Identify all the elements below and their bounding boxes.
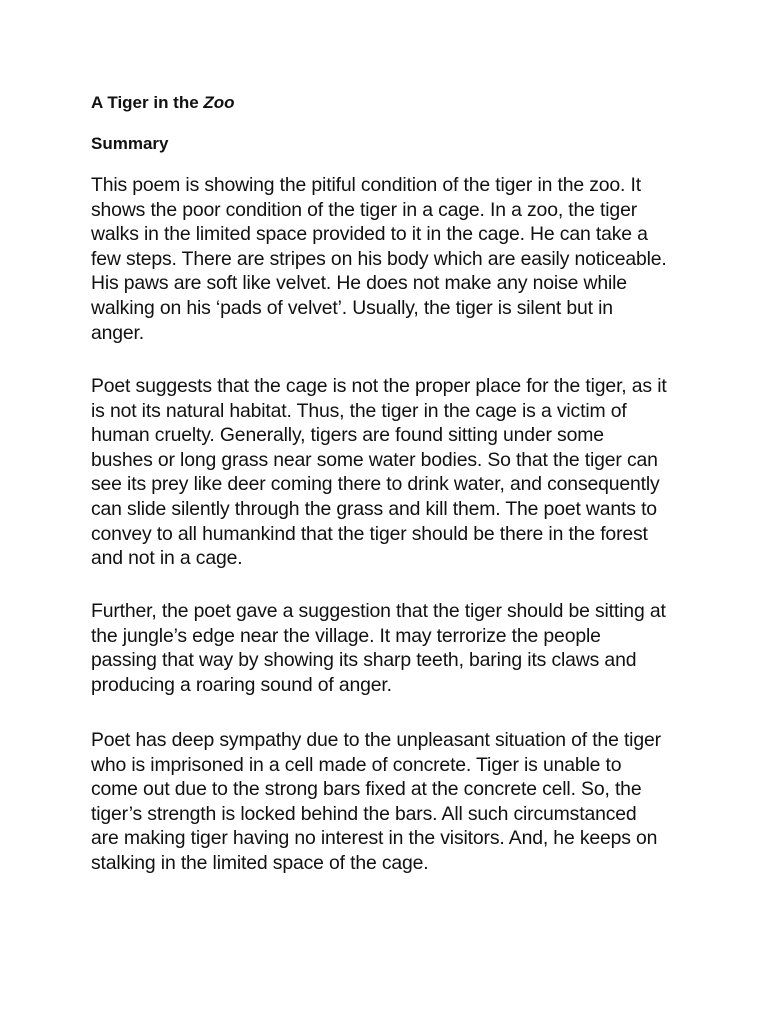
paragraph-3: Further, the poet gave a suggestion that the tiger should be sitting at the jungle’s edge near the village. It may terrorize the people passing that way by showing its sharp teeth, baring its claws and producing a roaring sound of anger. <box>91 600 666 696</box>
document-title <box>91 93 235 113</box>
paragraph-1: This poem is showing the pitiful condition of the tiger in the zoo. It shows the poor condition of the tiger in a cage. In a zoo, the tiger walks in the limited space provided to it in the cage. He can take a few steps. There are stripes on his body which are easily noticeable. His paws are soft like velvet. He does not make any noise while walking on his ‘pads of velvet’. Usually, the tiger is silent but in anger. <box>91 174 667 344</box>
summary-heading: Summary <box>91 134 169 153</box>
paragraph-4: Poet has deep sympathy due to the unpleasant situation of the tiger who is imprisoned in a cell made of concrete. Tiger is unable to come out due to the strong bars fixed at the concrete cell. So, the tiger’s strength is locked behind the bars. All such circumstanced are making tiger having no interest in the visitors. And, he keeps on stalking in the limited space of the cage. <box>91 729 661 874</box>
title-text: A Tiger in the <box>91 93 204 112</box>
paragraph-2: Poet suggests that the cage is not the proper place for the tiger, as it is not its natural habitat. Thus, the tiger in the cage is a victim of human cruelty. Generally, tigers are found sitting under some bushes or long grass near some water bodies. So that the tiger can see its prey like deer coming there to drink water, and consequently can slide silently through the grass and kill them. The poet wants to convey to all humankind that the tiger should be there in the forest and not in a cage. <box>91 375 667 570</box>
title-italic-text: Zoo <box>203 93 235 112</box>
